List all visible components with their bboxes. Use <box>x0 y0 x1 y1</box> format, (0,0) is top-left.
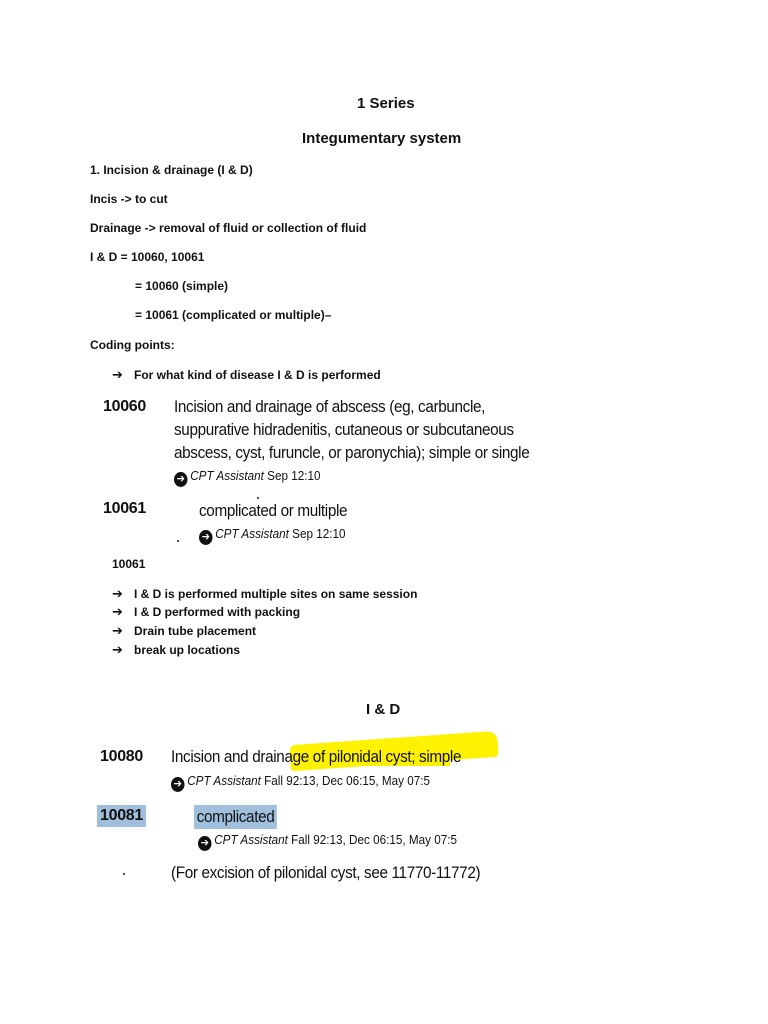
arrow-icon: ➔ <box>112 642 123 657</box>
cpt-assistant-label: CPT Assistant <box>190 468 264 483</box>
highlighted-text: e of pilonidal cyst; simp <box>300 747 450 766</box>
cpt-description: Incision and drainage of abscess (eg, carbuncle, <box>174 397 486 416</box>
cross-reference-note: (For excision of pilonidal cyst, see 11770-11772) <box>171 863 481 882</box>
cpt-code: 10061 <box>103 500 146 517</box>
note-line: Incis -> to cut <box>90 192 168 206</box>
cpt-description-highlighted: complicated <box>194 805 277 829</box>
code-label: 10061 <box>112 557 146 571</box>
description-part: le <box>449 747 462 766</box>
cpt-assistant-label: CPT Assistant <box>187 773 261 788</box>
bullet-text: break up locations <box>134 643 241 657</box>
reference-text: Fall 92:13, Dec 06:15, May 07:5 <box>291 832 458 847</box>
cpt-reference <box>199 526 346 545</box>
bullet-text: I & D performed with packing <box>134 605 301 619</box>
cpt-reference <box>198 832 457 851</box>
speck <box>177 540 179 542</box>
arrow-icon: ➔ <box>112 586 123 601</box>
cpt-reference <box>174 468 321 487</box>
circle-arrow-icon: ➔ <box>171 777 185 792</box>
cpt-code: 10060 <box>103 398 146 415</box>
circle-arrow-icon: ➔ <box>199 530 213 545</box>
reference-text: Sep 12:10 <box>292 526 346 541</box>
cpt-reference <box>171 773 430 792</box>
cpt-description: complicated or multiple <box>199 501 348 520</box>
cpt-description: abscess, cyst, furuncle, or paronychia); simple or single <box>174 443 530 462</box>
bullet-item <box>112 604 300 620</box>
section-heading: I & D <box>366 701 401 718</box>
page-title: 1 Series <box>357 95 415 112</box>
arrow-icon: ➔ <box>112 623 123 638</box>
bullet-text: Drain tube placement <box>134 624 257 638</box>
circle-arrow-icon: ➔ <box>198 836 212 851</box>
note-line: Drainage -> removal of fluid or collection of fluid <box>90 221 367 235</box>
section-title: Integumentary system <box>302 130 462 147</box>
reference-text: Sep 12:10 <box>267 468 321 483</box>
cpt-description: suppurative hidradenitis, cutaneous or subcutaneous <box>174 420 514 439</box>
arrow-icon: ➔ <box>112 367 123 382</box>
speck <box>123 873 125 875</box>
cpt-assistant-label: CPT Assistant <box>215 526 289 541</box>
bullet-item <box>112 586 417 602</box>
coding-points-label: Coding points: <box>90 338 175 352</box>
speck <box>257 497 259 499</box>
bullet-item <box>112 642 240 658</box>
note-line: I & D = 10060, 10061 <box>90 250 205 264</box>
bullet-item <box>112 623 256 639</box>
reference-text: Fall 92:13, Dec 06:15, May 07:5 <box>264 773 431 788</box>
note-line: = 10061 (complicated or multiple)– <box>135 308 332 322</box>
cpt-code: 10080 <box>100 748 143 765</box>
bullet-text: I & D is performed multiple sites on same session <box>134 587 418 601</box>
circle-arrow-icon: ➔ <box>174 472 188 487</box>
description-part: Incision and drainag <box>171 747 301 766</box>
arrow-icon: ➔ <box>112 604 123 619</box>
cpt-description <box>171 747 461 767</box>
bullet-text: For what kind of disease I & D is performed <box>134 368 381 382</box>
bullet-item <box>112 367 381 383</box>
cpt-code-highlighted: 10081 <box>97 805 146 827</box>
cpt-assistant-label: CPT Assistant <box>214 832 288 847</box>
note-line: = 10060 (simple) <box>135 279 229 293</box>
section-heading: 1. Incision & drainage (I & D) <box>90 163 253 177</box>
